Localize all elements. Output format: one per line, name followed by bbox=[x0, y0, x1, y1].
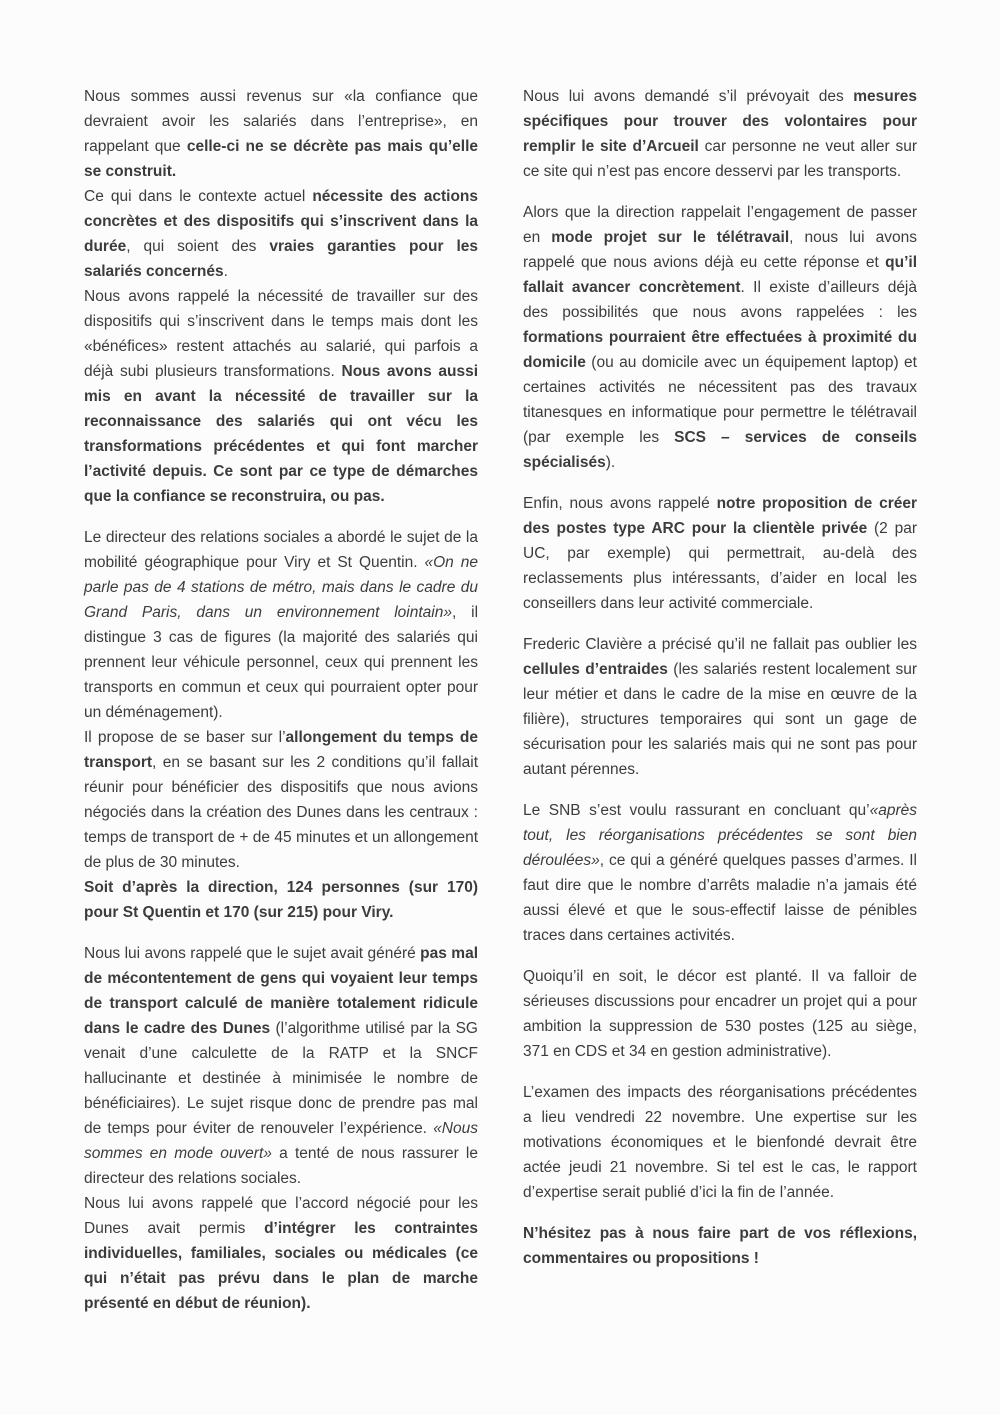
paragraph bbox=[84, 1191, 478, 1316]
paragraph bbox=[523, 491, 917, 616]
paragraph bbox=[84, 875, 478, 925]
text-run: Alors que la direction rappelait l’engagement de passer en bbox=[523, 204, 917, 246]
text-run: Enfin, nous avons rappelé bbox=[523, 495, 717, 512]
bold-text-run: SCS – services de conseils spécialisés bbox=[523, 429, 917, 471]
paragraph bbox=[523, 200, 917, 475]
text-run: . Il existe d’ailleurs déjà des possibilités que nous avons rappelées : les bbox=[523, 279, 918, 321]
italic-text-run: «Nous sommes en mode ouvert» bbox=[84, 1120, 478, 1162]
text-run: Il propose de se baser sur l’ bbox=[84, 729, 286, 746]
text-run: L’examen des impacts des réorganisations précédentes a lieu vendredi 22 novembre. Une expertise sur les motivations économiques et le bienfondé devrait être actée jeudi 21 novembre. Si tel est le cas, le rapport d’expertise serait publié d’ici la fin de l’année. bbox=[523, 1084, 917, 1201]
left-column bbox=[84, 84, 478, 1316]
bold-text-run: pas mal de mécontentement de gens qui voyaient leur temps de transport calculé de manière totalement ridicule dans le cadre des Dunes bbox=[84, 945, 479, 1037]
bold-text-run: notre proposition de créer des postes type ARC pour la clientèle privée bbox=[523, 495, 917, 537]
bold-text-run: N’hésitez pas à nous faire part de vos réflexions, commentaires ou propositions ! bbox=[523, 1225, 917, 1267]
text-run: Quoiqu’il en soit, le décor est planté. Il va falloir de sérieuses discussions pour encadrer un projet qui a pour ambition la suppression de 530 postes (125 au siège, 371 en CDS et 34 en gestion administrative). bbox=[523, 968, 917, 1060]
bold-text-run: mesures spécifiques pour trouver des volontaires pour remplir le site d’Arcueil bbox=[523, 88, 917, 155]
italic-text-run: «On ne parle pas de 4 stations de métro, mais dans le cadre du Grand Paris, dans un environnement lointain» bbox=[84, 554, 478, 621]
text-run: Nous lui avons rappelé que le sujet avait généré bbox=[84, 945, 421, 962]
paragraph bbox=[84, 84, 478, 184]
bold-text-run: vraies garanties pour les salariés concernés bbox=[84, 238, 479, 280]
text-run: (l’algorithme utilisé par la SG venait d’une calculette de la RATP et la SNCF hallucinante et destinée à minimisée le nombre de bénéficiaires). Le sujet risque donc de prendre pas mal de temps pour éviter de renouveler l’expérience. bbox=[84, 1020, 478, 1137]
text-run: Nous sommes aussi revenus sur «la confiance que devraient avoir les salariés dans l’entreprise», en rappelant que bbox=[84, 88, 478, 155]
text-run: Le SNB s’est voulu rassurant en concluant qu’ bbox=[523, 802, 870, 819]
bold-text-run: d’intégrer les contraintes individuelles, familiales, sociales ou médicales (ce qui n’était pas prévu dans le plan de marche présenté en début de réunion). bbox=[84, 1220, 478, 1312]
text-run: , en se basant sur les 2 conditions qu’il fallait réunir pour bénéficier des dispositifs que nous avions négociés dans la création des Dunes dans les centraux : temps de transport de + de 45 minutes et un allongement de plus de 30 minutes. bbox=[84, 754, 478, 871]
paragraph bbox=[84, 184, 478, 284]
text-run: Nous lui avons rappelé que l’accord négocié pour les Dunes avait permis bbox=[84, 1195, 478, 1237]
text-run: , nous lui avons rappelé que nous avions déjà eu cette réponse et bbox=[523, 229, 917, 271]
paragraph bbox=[523, 1221, 917, 1271]
text-run: ). bbox=[605, 454, 616, 471]
text-run: Frederic Clavière a précisé qu’il ne fallait pas oublier les bbox=[523, 636, 917, 653]
text-run: a tenté de nous rassurer le directeur des relations sociales. bbox=[84, 1145, 478, 1187]
text-run: Nous lui avons demandé s’il prévoyait des bbox=[523, 88, 854, 105]
paragraph bbox=[84, 725, 478, 875]
bold-text-run: formations pourraient être effectuées à proximité du domicile bbox=[523, 329, 917, 371]
paragraph bbox=[84, 941, 478, 1191]
paragraph bbox=[84, 284, 478, 509]
bold-text-run: mode projet sur le télétravail bbox=[551, 229, 790, 246]
bold-text-run: cellules d’entraides bbox=[523, 661, 668, 678]
text-run: (ou au domicile avec un équipement laptop) et certaines activités ne nécessitent pas des travaux titanesques en informatique pour permettre le télétravail (par exemple les bbox=[523, 354, 917, 446]
italic-text-run: «après tout, les réorganisations précédentes se sont bien déroulées» bbox=[523, 802, 917, 869]
bold-text-run: allongement du temps de transport bbox=[84, 729, 479, 771]
bold-text-run: Soit d’après la direction, 124 personnes (sur 170) pour St Quentin et 170 (sur 215) pour Viry. bbox=[84, 879, 478, 921]
text-run: , il distingue 3 cas de figures (la majorité des salariés qui prennent leur véhicule personnel, ceux qui prennent les transports en commun et ceux qui pourraient opter pour un déménagement). bbox=[84, 604, 479, 721]
bold-text-run: celle-ci ne se décrète pas mais qu’elle se construit. bbox=[84, 138, 478, 180]
text-run: , ce qui a généré quelques passes d’armes. Il faut dire que le nombre d’arrêts maladie n’a jamais été aussi élevé et que le sous-effectif laisse de pénibles traces dans certaines activités. bbox=[523, 852, 917, 944]
paragraph bbox=[523, 1080, 917, 1205]
paragraph bbox=[523, 964, 917, 1064]
text-run: . bbox=[223, 263, 228, 280]
paragraph bbox=[523, 632, 917, 782]
text-run: Nous avons rappelé la nécessité de travailler sur des dispositifs qui s’inscrivent dans le temps mais dont les «bénéfices» restent attachés au salarié, qui parfois a déjà subi plusieurs transformations. bbox=[84, 288, 478, 380]
paragraph bbox=[523, 84, 917, 184]
bold-text-run: nécessite des actions concrètes et des dispositifs qui s’inscrivent dans la durée bbox=[84, 188, 479, 255]
paragraph bbox=[84, 525, 478, 725]
text-run: Le directeur des relations sociales a abordé le sujet de la mobilité géographique pour Viry et St Quentin. bbox=[84, 529, 478, 571]
right-column bbox=[523, 84, 917, 1271]
bold-text-run: qu’il fallait avancer concrètement bbox=[523, 254, 917, 296]
text-run: (2 par UC, par exemple) qui permettrait, au-delà des reclassements plus intéressants, d’aider en local les conseillers dans leur activité commerciale. bbox=[523, 520, 917, 612]
paragraph bbox=[523, 798, 917, 948]
text-run: Ce qui dans le contexte actuel bbox=[84, 188, 313, 205]
bold-text-run: Nous avons aussi mis en avant la nécessité de travailler sur la reconnaissance des salariés qui ont vécu les transformations précédentes et qui font marcher l’activité depuis. Ce sont par ce type de démarches que la confiance se reconstruira, ou pas. bbox=[84, 363, 479, 505]
text-run: , qui soient des bbox=[126, 238, 270, 255]
text-run: (les salariés restent localement sur leur métier et dans le cadre de la mise en œuvre de la filière), structures temporaires qui sont un gage de sécurisation pour les salariés mais qui ne sont pas pour autant pérennes. bbox=[523, 661, 917, 778]
text-run: car personne ne veut aller sur ce site qui n’est pas encore desservi par les transports. bbox=[523, 138, 917, 180]
